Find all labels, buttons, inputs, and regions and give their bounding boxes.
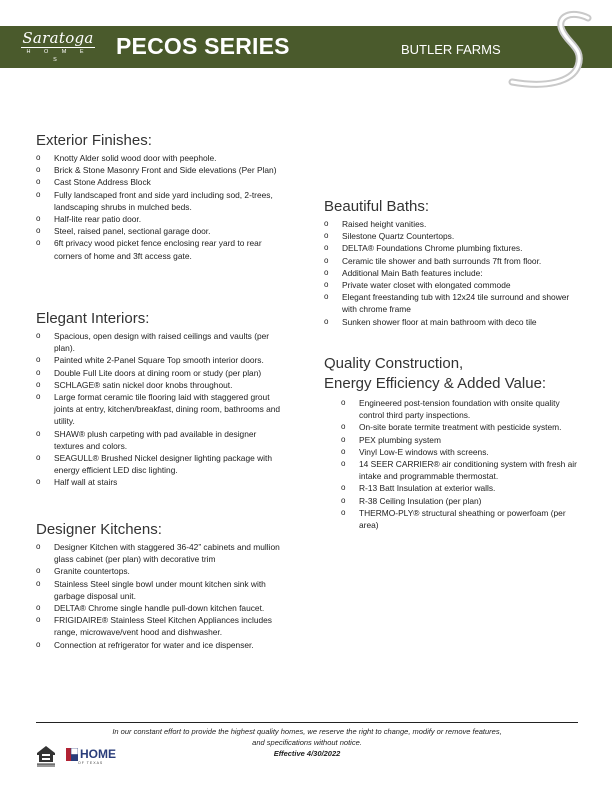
- list-item: o SCHLAGE® satin nickel door knobs throughout.: [36, 379, 286, 391]
- list-item: o Raised height vanities.: [324, 218, 574, 230]
- feature-list: [341, 397, 578, 531]
- list-item: o Vinyl Low-E windows with screens.: [341, 446, 578, 458]
- list-item: o Sunken shower floor at main bathroom with deco tile: [324, 316, 574, 328]
- effective-date: Effective 4/30/2022: [273, 749, 341, 758]
- list-item: o Painted white 2-Panel Square Top smooth interior doors.: [36, 354, 286, 366]
- list-item: o Stainless Steel single bowl under mount kitchen sink with garbage disposal unit.: [36, 578, 286, 602]
- list-item: o Designer Kitchen with staggered 36-42” cabinets and mullion glass cabinet (per plan) with decorative trim: [36, 541, 286, 565]
- hot-logo-text: HOME: [80, 747, 116, 761]
- list-item: o On-site borate termite treatment with pesticide system.: [341, 421, 578, 433]
- texas-map-icon: [66, 748, 78, 761]
- list-item: o Cast Stone Address Block: [36, 176, 286, 188]
- quality-construction-section: [324, 355, 578, 531]
- logo-main-text: Saratoga: [22, 29, 94, 47]
- hot-logo-subtext: OF TEXAS: [78, 761, 104, 765]
- list-item: o SEAGULL® Brushed Nickel designer lighting package with energy efficient LED disc lighting.: [36, 452, 286, 476]
- list-item: o Knotty Alder solid wood door with peephole.: [36, 152, 286, 164]
- list-item: o 14 SEER CARRIER® air conditioning system with fresh air intake and programmable thermostat.: [341, 458, 578, 482]
- list-item: o R-38 Ceiling Insulation (per plan): [341, 495, 578, 507]
- footer-disclaimer: [36, 726, 578, 759]
- list-item: o THERMO-PLY® structural sheathing or powerfoam (per area): [341, 507, 578, 531]
- list-item: o SHAW® plush carpeting with pad available in designer textures and colors.: [36, 428, 286, 452]
- disclaimer-line2: and specifications without notice.: [252, 738, 362, 747]
- list-item: o R-13 Batt Insulation at exterior walls.: [341, 482, 578, 494]
- list-item: o Connection at refrigerator for water and ice dispenser.: [36, 639, 286, 651]
- list-item: o Fully landscaped front and side yard including sod, 2-trees, landscaping shrubs in mulched beds.: [36, 189, 286, 213]
- section-title: Beautiful Baths:: [324, 198, 430, 215]
- list-item: o Ceramic tile shower and bath surrounds 7ft from floor.: [324, 255, 574, 267]
- list-item: o Spacious, open design with raised ceilings and vaults (per plan).: [36, 330, 286, 354]
- list-item: o FRIGIDAIRE® Stainless Steel Kitchen Appliances includes range, microwave/vent hood and dishwasher.: [36, 614, 286, 638]
- list-item: o Half-lite rear patio door.: [36, 213, 286, 225]
- community-name: BUTLER FARMS: [401, 42, 501, 57]
- list-item: o Brick & Stone Masonry Front and Side elevations (Per Plan): [36, 164, 286, 176]
- beautiful-baths-section: [324, 198, 574, 328]
- list-item: o Engineered post-tension foundation with onsite quality control third party inspections.: [341, 397, 578, 421]
- list-item: o Half wall at stairs: [36, 476, 286, 488]
- designer-kitchens-section: [36, 521, 286, 651]
- saratoga-homes-logo: [18, 30, 98, 64]
- feature-list: [324, 218, 574, 328]
- list-item: o Double Full Lite doors at dining room or study (per plan): [36, 367, 286, 379]
- list-item: o Granite countertops.: [36, 565, 286, 577]
- exterior-finishes-section: [36, 132, 286, 262]
- list-item: o Private water closet with elongated commode: [324, 279, 574, 291]
- list-item: o PEX plumbing system: [341, 434, 578, 446]
- list-item: o Steel, raised panel, sectional garage door.: [36, 225, 286, 237]
- feature-list: [36, 541, 286, 651]
- home-of-texas-logo: [66, 748, 116, 766]
- list-item: o Silestone Quartz Countertops.: [324, 230, 574, 242]
- section-title: Exterior Finishes:: [36, 132, 152, 149]
- feature-list: [36, 330, 286, 489]
- section-title-line1: Quality Construction,: [324, 355, 464, 372]
- list-item: o Additional Main Bath features include:: [324, 267, 574, 279]
- script-s-swoosh-icon: [500, 8, 600, 88]
- disclaimer-line1: In our constant effort to provide the highest quality homes, we reserve the right to change, modify or remove features,: [112, 727, 502, 736]
- list-item: o Elegant freestanding tub with 12x24 tile surround and shower with chrome frame: [324, 291, 574, 315]
- equal-housing-opportunity-icon: [36, 745, 56, 767]
- list-item: o 6ft privacy wood picket fence enclosing rear yard to rear corners of home and 3ft access gate.: [36, 237, 286, 261]
- feature-list: [36, 152, 286, 262]
- series-title: PECOS SERIES: [116, 33, 290, 59]
- section-title: Elegant Interiors:: [36, 310, 150, 327]
- list-item: o Large format ceramic tile flooring laid with staggered grout joints at entry, kitchen/breakfast, dining room, bathrooms and utility.: [36, 391, 286, 428]
- section-title: Designer Kitchens:: [36, 521, 162, 538]
- footer-divider: [36, 722, 578, 723]
- list-item: o DELTA® Foundations Chrome plumbing fixtures.: [324, 242, 574, 254]
- section-title-line2: Energy Efficiency & Added Value:: [324, 375, 547, 392]
- logo-sub-text: H O M E S: [21, 47, 95, 64]
- list-item: o DELTA® Chrome single handle pull-down kitchen faucet.: [36, 602, 286, 614]
- elegant-interiors-section: [36, 310, 286, 489]
